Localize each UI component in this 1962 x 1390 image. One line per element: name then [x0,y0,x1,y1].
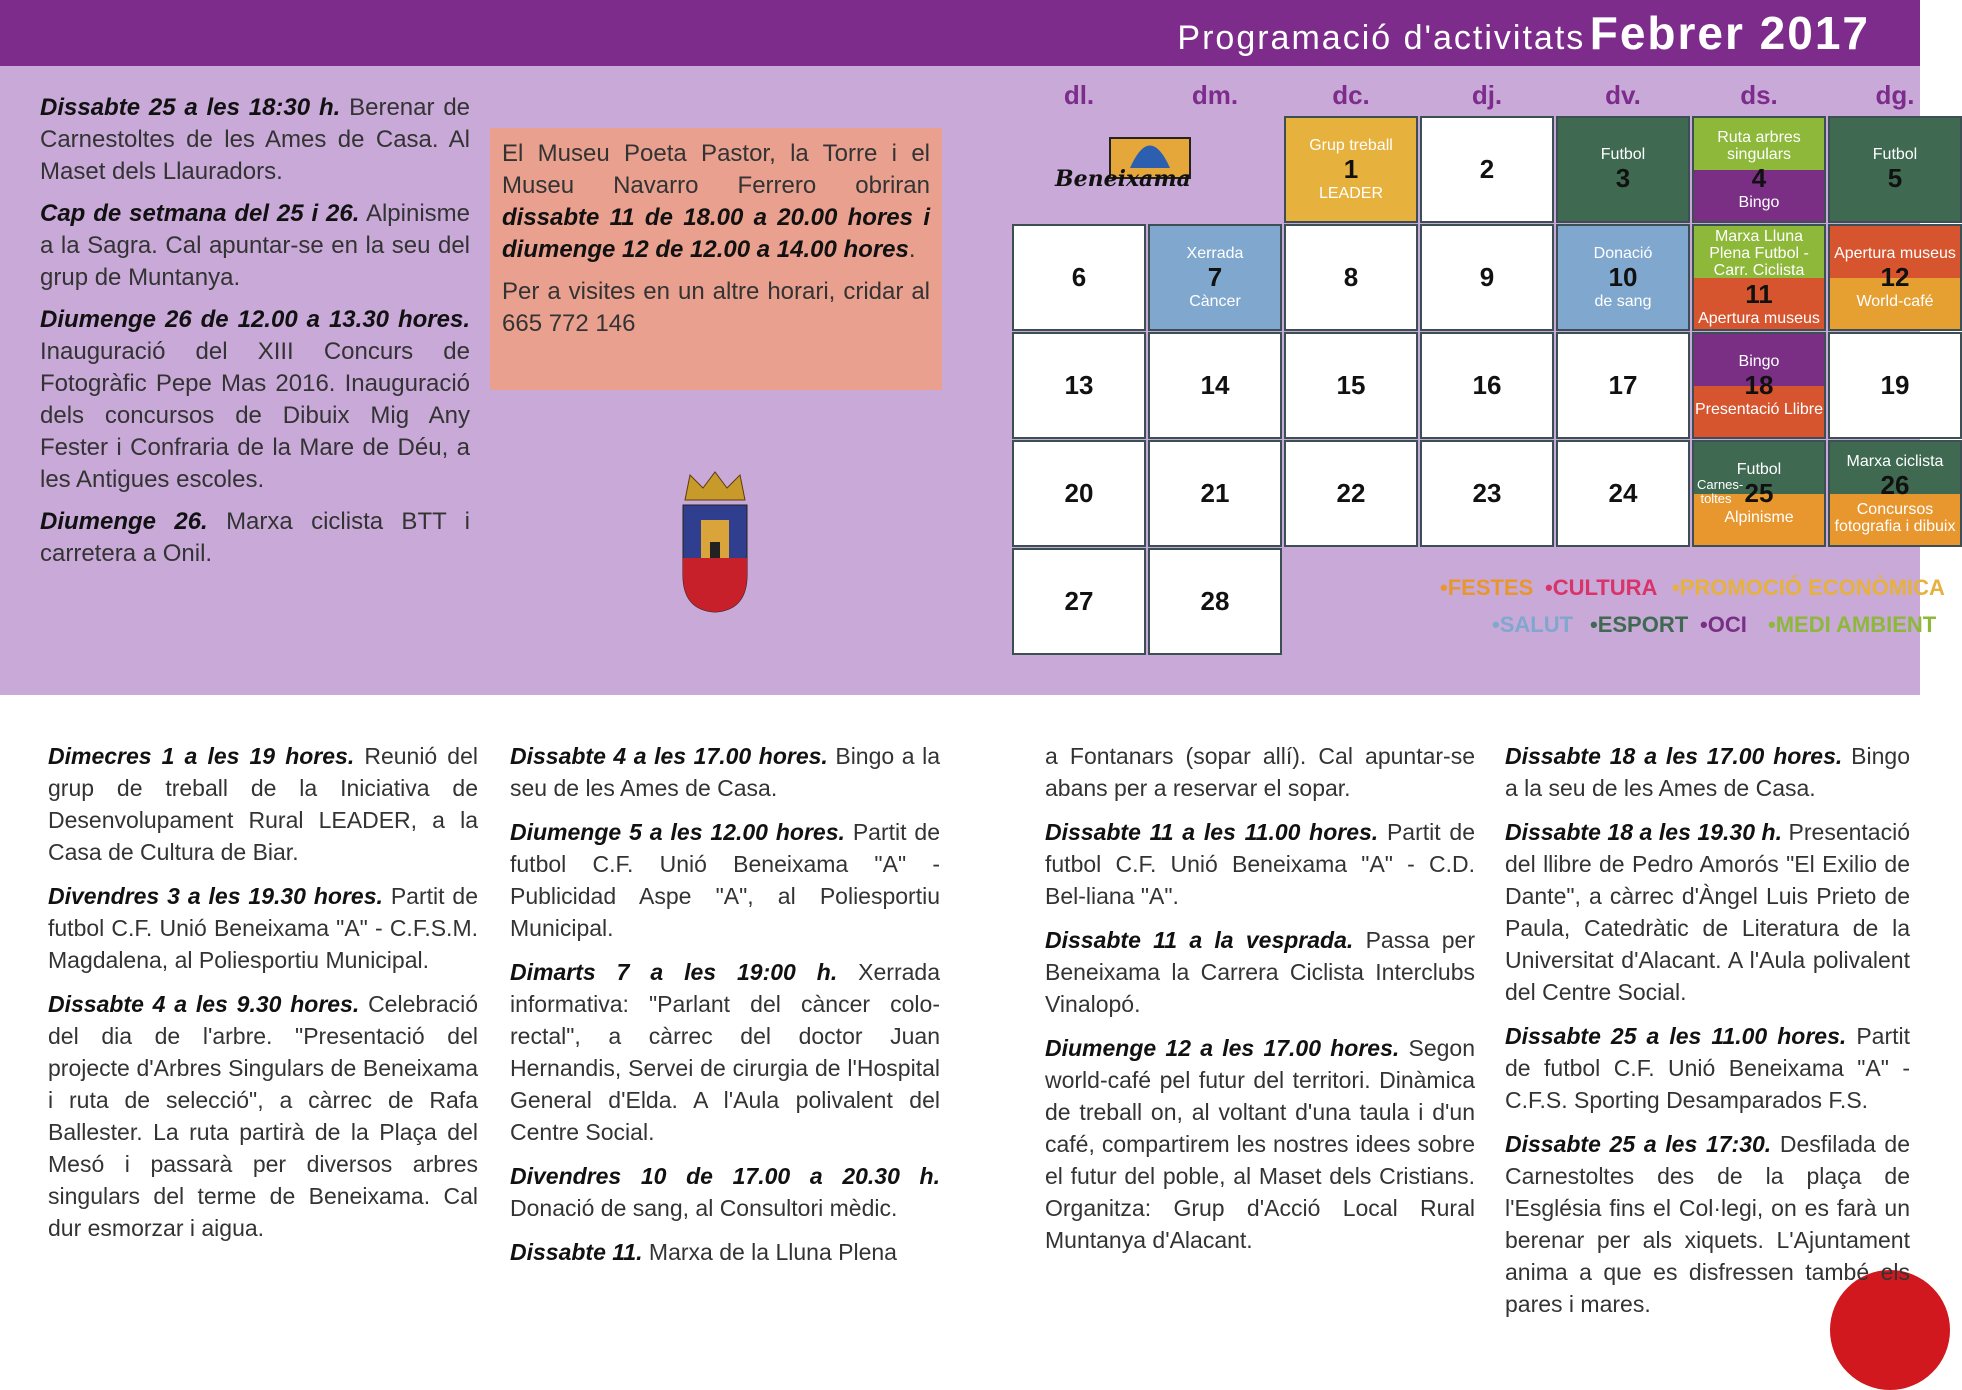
event-item [1045,816,1475,912]
day-number: 14 [1200,370,1230,400]
event-text: Marxa ciclista BTT i carretera a Onil. [40,508,470,567]
event-text: Presentació del llibre de Pedro Amorós "El Exilio de Dante", a càrrec d'Àngel Luis Prieto de Paula, Catedràtic de Literatura de la Universitat d'Alacant. A l'Aula polivalent del Centre Social. [1505,819,1911,1005]
event-date: Dimarts 7 a les 19:00 h. [510,959,838,985]
event-text: Alpinisme a la Sagra. Cal apuntar-se en la seu del grup de Muntanya. [40,200,471,291]
calendar-day-24[interactable] [1556,440,1690,547]
day-number: 8 [1343,262,1359,292]
event-label: Xerrada [1186,245,1244,262]
calendar-day-5[interactable] [1828,116,1962,223]
event-label: Bingo [1738,193,1780,211]
event-column [510,740,940,1280]
event-item [510,816,940,944]
calendar-day-23[interactable] [1420,440,1554,547]
legend-item: •ESPORT [1590,612,1689,637]
event-label: Futbol [1600,145,1646,163]
event-label: World-café [1856,293,1934,310]
event-text: Bingo a la seu de les Ames de Casa. [1505,743,1910,801]
day-number: 24 [1608,478,1638,508]
event-text: Partit de futbol C.F. Unió Beneixama "A" - C.F.S. Sporting Desamparados F.S. [1505,1023,1911,1113]
event-item [48,740,478,868]
event-item [48,880,478,976]
event-date: Dissabte 25 a les 17:30. [1505,1131,1772,1157]
event-label: Càncer [1189,293,1241,310]
event-date: Divendres 10 de 17.00 a 20.30 h. [510,1163,940,1189]
day-number: 12 [1880,262,1910,292]
beneixama-logo [1055,128,1235,198]
event-label: Presentació Llibre [1694,401,1824,418]
event-text: Bingo a la seu de les Ames de Casa. [510,743,940,801]
day-number: 9 [1479,262,1495,292]
day-header: dg. [1875,80,1915,110]
event-item [1505,1128,1910,1320]
event-date: Dissabte 11 a la vesprada. [1045,927,1354,953]
event-label: Alpinisme [1724,509,1794,526]
calendar-day-22[interactable] [1284,440,1418,547]
calendar-day-1[interactable] [1284,116,1418,223]
day-number: 3 [1615,162,1631,193]
calendar-day-9[interactable] [1420,224,1554,331]
event-text: Xerrada informativa: "Parlant del càncer colo-rectal", a càrrec del doctor Juan Hernandis, Servei de cirurgia de l'Hospital General d'Elda. A l'Aula polivalent del Centre Social. [510,959,940,1145]
day-header: ds. [1740,80,1778,110]
event-item [510,956,940,1148]
calendar-day-7[interactable] [1148,224,1282,331]
event-date: Dimecres 1 a les 19 hores. [48,743,355,769]
calendar-day-18[interactable] [1692,332,1826,439]
event-label: Grup treball [1309,137,1393,154]
day-number: 11 [1745,279,1773,309]
event-text: Passa per Beneixama la Carrera Ciclista Interclubs Vinalopó. [1045,927,1476,1017]
calendar-day-21[interactable] [1148,440,1282,547]
day-number: 27 [1064,586,1094,616]
calendar-day-10[interactable] [1556,224,1690,331]
event-label: Marxa Lluna Plena Futbol - Carr. Ciclista [1709,228,1809,279]
event-label: Futbol [1736,461,1782,478]
event-side-label: Carnes-toltes [1697,476,1744,506]
day-header: dv. [1605,80,1641,110]
event-date: Diumenge 26 de 12.00 a 13.30 hores. [40,306,470,333]
day-number: 26 [1880,469,1910,500]
calendar-day-14[interactable] [1148,332,1282,439]
event-label: Bingo [1738,353,1780,370]
legend-item: •SALUT [1492,612,1574,637]
event-text: Berenar de Carnestoltes de les Ames de Casa. Al Maset dels Llauradors. [40,94,471,185]
event-date: Cap de setmana del 25 i 26. [40,200,360,227]
day-number: 25 [1744,478,1774,508]
event-item [1045,1032,1475,1256]
legend-item: •PROMOCIÓ ECONÒMICA [1672,575,1945,600]
event-item [1045,740,1475,804]
event-text: Segon world-café pel futur del territori. Dinàmica de treball on, al voltant d'una taula i d'un café, compartirem les nostres idees sobre el futur del poble, al Maset dels Cristians. Organitza: Grup d'Acció Local Rural Muntanya d'Alacant. [1045,1035,1476,1253]
event-item [1505,816,1910,1008]
event-text: Donació de sang, al Consultori mèdic. [510,1195,898,1221]
event-text: Partit de futbol C.F. Unió Beneixama "A" - Publicidad Aspe "A", al Poliesportiu Municipal. [510,819,940,941]
event-item [40,92,470,188]
calendar-day-26[interactable] [1828,440,1962,547]
day-number: 13 [1064,370,1094,400]
event-item [1505,1020,1910,1116]
legend-item: •CULTURA [1545,575,1658,600]
event-text: Reunió del grup de treball de la Iniciativa de Desenvolupament Rural LEADER, a la Casa de Cultura de Biar. [48,743,479,865]
day-header: dc. [1332,80,1370,110]
event-label: Apertura museus [1698,310,1820,327]
calendar-day-11[interactable] [1692,224,1826,331]
event-date: Dissabte 11. [510,1239,643,1265]
event-label: de sang [1594,293,1652,310]
day-header: dl. [1063,80,1095,110]
day-number: 19 [1880,370,1910,400]
day-number: 18 [1744,370,1774,400]
legend-item: •OCI [1700,612,1747,637]
day-number: 4 [1751,162,1767,193]
calendar-day-25[interactable] [1692,440,1826,547]
calendar-day-27[interactable] [1012,548,1146,655]
calendar-day-20[interactable] [1012,440,1146,547]
event-text: Partit de futbol C.F. Unió Beneixama "A" - C.F.S.M. Magdalena, al Poliesportiu Municipal. [48,883,479,973]
day-number: 5 [1887,162,1903,193]
calendar-day-13[interactable] [1012,332,1146,439]
calendar-day-17[interactable] [1556,332,1690,439]
event-label: Ruta arbres singulars [1717,128,1801,163]
event-column [48,740,478,1256]
day-number: 15 [1336,370,1366,400]
event-label: Marxa ciclista [1846,452,1944,470]
event-date: Dissabte 25 a les 18:30 h. [40,94,341,121]
event-item [40,506,470,570]
day-number: 1 [1343,154,1359,184]
day-number: 17 [1608,370,1638,400]
svg-text:Beneixama: Beneixama [1055,166,1191,192]
event-text: a Fontanars (sopar allí). Cal apuntar-se abans per a reservar el sopar. [1045,743,1475,801]
event-item [40,198,470,294]
legend-item: •FESTES [1440,575,1534,600]
event-date: Diumenge 12 a les 17.00 hores. [1045,1035,1400,1061]
day-number: 20 [1064,478,1094,508]
day-number: 2 [1479,154,1495,184]
calendar-day-6[interactable] [1012,224,1146,331]
event-date: Dissabte 11 a les 11.00 hores. [1045,819,1379,845]
day-number: 28 [1200,586,1230,616]
coat-of-arms-icon [675,470,755,615]
calendar-day-16[interactable] [1420,332,1554,439]
event-date: Dissabte 18 a les 17.00 hores. [1505,743,1843,769]
day-number: 23 [1472,478,1502,508]
event-date: Dissabte 18 a les 19.30 h. [1505,819,1782,845]
event-text: Marxa de la Lluna Plena [648,1239,897,1265]
event-item [510,1236,940,1268]
event-date: Dissabte 4 a les 9.30 hores. [48,991,360,1017]
calendar-day-19[interactable] [1828,332,1962,439]
day-number: 22 [1336,478,1366,508]
event-item [510,740,940,804]
event-date: Divendres 3 a les 19.30 hores. [48,883,383,909]
left-events [40,92,470,580]
event-date: Dissabte 25 a les 11.00 hores. [1505,1023,1847,1049]
event-label: Futbol [1872,145,1918,163]
event-label: Apertura museus [1834,245,1956,262]
event-item [40,304,470,496]
header-bar [0,0,1920,66]
day-header: dj. [1471,80,1503,110]
event-item [1045,924,1475,1020]
calendar-day-28[interactable] [1148,548,1282,655]
event-column [1045,740,1475,1268]
day-number: 16 [1472,370,1502,400]
calendar-day-12[interactable] [1828,224,1962,331]
event-item [48,988,478,1244]
day-number: 10 [1608,262,1638,292]
event-item [1505,740,1910,804]
event-text: Celebració del dia de l'arbre. "Presentació del projecte d'Arbres Singulars de Beneixama i ruta de selecció", a càrrec de Rafa Ballester. La ruta partirà de la Plaça del Mesó i passarà per diversos arbres singulars del terme de Beneixama. Cal dur esmorzar i aigua. [48,991,479,1241]
event-item [510,1160,940,1224]
event-column [1505,740,1910,1332]
event-label: Donació [1593,245,1653,262]
calendar-day-4[interactable] [1692,116,1826,223]
event-date: Diumenge 26. [40,508,208,535]
event-date: Diumenge 5 a les 12.00 hores. [510,819,845,845]
event-text: Partit de futbol C.F. Unió Beneixama "A" - C.D. Bel-liana "A". [1045,819,1475,909]
calendar-day-8[interactable] [1284,224,1418,331]
day-header: dm. [1191,80,1239,110]
day-number: 7 [1207,262,1223,292]
event-label: Concursos fotografia i dibuix [1834,500,1956,535]
museum-notice: El Museu Poeta Pastor, la Torre i el Museu Navarro Ferrero obriran dissabte 11 de 18.00 a 20.00 hores i diumenge 12 de 12.00 a 14.00 hores. Per a visites en un altre horari, cridar al 665 772 146 [490,128,942,390]
day-number: 21 [1200,478,1230,508]
calendar-day-15[interactable] [1284,332,1418,439]
event-label: LEADER [1318,185,1384,202]
calendar-day-2[interactable] [1420,116,1554,223]
calendar-day-3[interactable] [1556,116,1690,223]
event-date: Dissabte 4 a les 17.00 hores. [510,743,828,769]
day-number: 6 [1071,262,1087,292]
page-title: Programació d'activitats Febrer 2017 [1177,7,1870,59]
event-text: Desfilada de Carnestoltes des de la plaça de l'Església fins el Col·legi, on es farà un berenar per als xiquets. L'Ajuntament anima a que es disfressen també els pares i mares. [1505,1131,1911,1317]
event-text: Inauguració del XIII Concurs de Fotogràfic Pepe Mas 2016. Inauguració dels concursos de Dibuix Mig Any Fester i Confraria de la Mare de Déu, a les Antigues escoles. [40,338,470,493]
legend-item: •MEDI AMBIENT [1768,612,1937,637]
